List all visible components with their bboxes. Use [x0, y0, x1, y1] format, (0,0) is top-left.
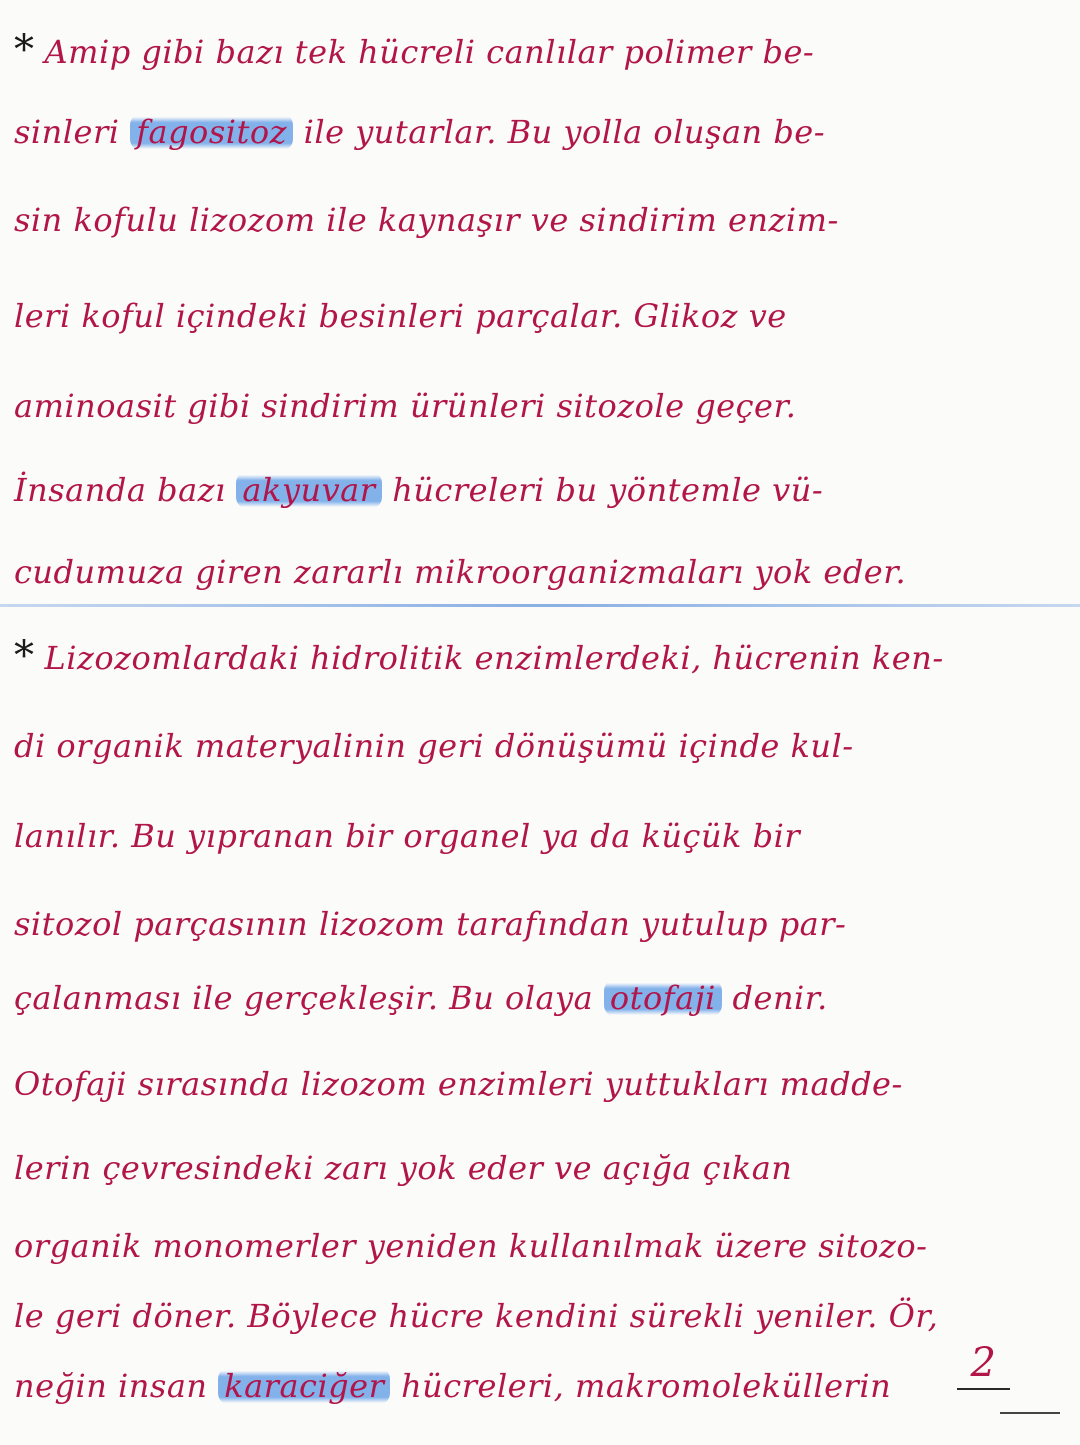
- text-line: * Lizozomlardaki hidrolitik enzimlerdeki, hücrenin ken-: [14, 633, 944, 679]
- text-line: le geri döner. Böylece hücre kendini sürekli yeniler. Ör,: [14, 1297, 939, 1335]
- text-line: aminoasit gibi sindirim ürünleri sitozole geçer.: [14, 387, 797, 425]
- text-line: organik monomerler yeniden kullanılmak üzere sitozo-: [14, 1227, 928, 1265]
- text-line: * Amip gibi bazı tek hücreli canlılar polimer be-: [14, 27, 815, 73]
- text-line: İnsanda bazı akyuvar hücreleri bu yöntemle vü-: [14, 471, 824, 509]
- text-line: sin kofulu lizozom ile kaynaşır ve sindirim enzim-: [14, 201, 839, 239]
- text-line: çalanması ile gerçekleşir. Bu olaya otofaji denir.: [14, 979, 828, 1017]
- highlight-akyuvar: akyuvar: [236, 471, 381, 509]
- text-line: neğin insan karaciğer hücreleri, makromoleküllerin: [14, 1367, 892, 1405]
- bullet-star: *: [14, 633, 35, 679]
- highlight-fagositoz: fagositoz: [130, 113, 293, 151]
- bullet-star: *: [14, 27, 35, 73]
- text-line: lerin çevresindeki zarı yok eder ve açığa çıkan: [14, 1149, 793, 1187]
- text-line: sitozol parçasının lizozom tarafından yutulup par-: [14, 905, 847, 943]
- highlight-karaciger: karaciğer: [218, 1367, 390, 1405]
- page-number: 2: [957, 1340, 1010, 1390]
- text-line: leri koful içindeki besinleri parçalar. Glikoz ve: [14, 297, 787, 335]
- underline-mark: [1000, 1412, 1060, 1414]
- highlight-otofaji: otofaji: [604, 979, 722, 1017]
- text-line: di organik materyalinin geri dönüşümü içinde kul-: [14, 727, 854, 765]
- text-line: sinleri fagositoz ile yutarlar. Bu yolla oluşan be-: [14, 113, 826, 151]
- text-line: cudumuza giren zararlı mikroorganizmaları yok eder.: [14, 553, 907, 591]
- text-line: lanılır. Bu yıpranan bir organel ya da küçük bir: [14, 817, 801, 855]
- text-line: Otofaji sırasında lizozom enzimleri yuttukları madde-: [14, 1065, 903, 1103]
- section-divider: [0, 604, 1080, 607]
